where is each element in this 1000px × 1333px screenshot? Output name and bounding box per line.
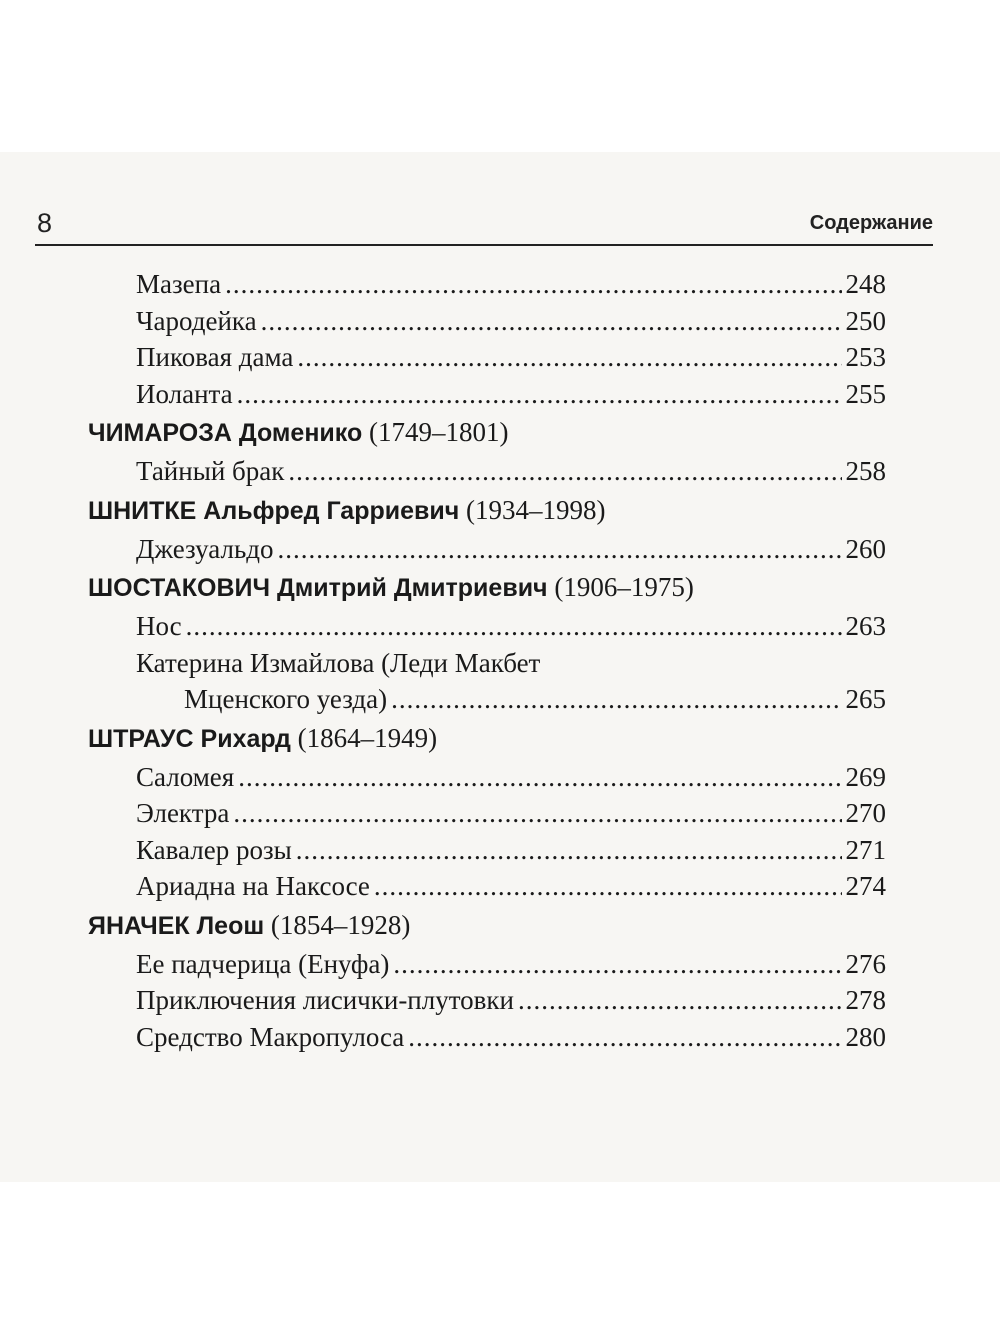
toc-entry-title: Чародейка <box>136 305 257 336</box>
toc-entry-page: 248 <box>845 269 886 299</box>
toc-entry-title: Иоланта <box>136 378 233 409</box>
toc-entry-title: Катерина Измайлова (Леди Макбет <box>136 647 541 678</box>
toc-entry-title: Тайный брак <box>136 456 285 486</box>
toc-entry-page: 253 <box>845 342 886 372</box>
toc-entry <box>88 1019 886 1056</box>
composer-heading <box>88 907 886 944</box>
dot-leader <box>186 608 842 645</box>
toc-entry-title: Средство Макропулоса <box>136 1021 405 1052</box>
toc-entry-page: 263 <box>845 611 886 641</box>
toc-entry-title-continued: Мценского уезда) <box>184 684 388 714</box>
running-title: Содержание <box>809 212 933 234</box>
toc-entry <box>88 681 886 718</box>
toc-entry-title: Ее падчерица (Енуфа) <box>136 948 390 979</box>
toc-entry <box>88 376 886 413</box>
composer-years: (1854–1928) <box>270 909 411 940</box>
table-of-contents <box>88 266 886 1055</box>
toc-entry-title: Приключения лисички-плутовки <box>136 985 514 1015</box>
toc-entry-page: 278 <box>845 985 886 1015</box>
dot-leader <box>296 832 842 869</box>
toc-entry-page: 274 <box>845 871 886 901</box>
toc-entry-title: Нос <box>136 611 182 641</box>
composer-heading <box>88 569 886 606</box>
toc-entry-page: 270 <box>845 798 886 828</box>
dot-leader <box>278 531 842 568</box>
composer-name: ЧИМАРОЗА Доменико <box>88 419 363 447</box>
toc-entry-page: 265 <box>845 684 886 714</box>
page-number: 8 <box>37 208 53 238</box>
dot-leader <box>288 453 841 490</box>
toc-entry-page: 269 <box>845 761 886 792</box>
toc-entry-title: Кавалер розы <box>136 834 292 865</box>
composer-name: ЯНАЧЕК Леош <box>88 911 265 940</box>
toc-entry <box>88 982 886 1019</box>
dot-leader <box>393 946 841 983</box>
dot-leader <box>238 759 841 796</box>
toc-entry-title: Ариадна на Наксосе <box>136 871 370 901</box>
dot-leader <box>408 1019 841 1056</box>
composer-name: ШОСТАКОВИЧ Дмитрий Дмитриевич <box>88 574 548 602</box>
dot-leader <box>374 868 842 905</box>
page-header <box>35 210 933 246</box>
toc-entry-page: 258 <box>845 456 886 486</box>
toc-entry-title: Джезуальдо <box>136 533 274 564</box>
dot-leader <box>237 376 842 413</box>
toc-entry-title: Саломея <box>136 761 235 792</box>
toc-entry-title: Пиковая дама <box>136 342 294 372</box>
toc-entry-title: Электра <box>136 798 230 828</box>
composer-heading <box>88 720 886 757</box>
composer-years: (1749–1801) <box>369 417 509 447</box>
toc-entry <box>88 531 886 568</box>
toc-entry-page: 276 <box>845 948 886 979</box>
toc-entry-line1 <box>88 645 886 682</box>
dot-leader <box>297 339 841 376</box>
composer-heading <box>88 492 886 529</box>
composer-name: ШНИТКЕ Альфред Гарриевич <box>88 496 460 525</box>
toc-entry <box>88 832 886 869</box>
toc-entry-page: 260 <box>845 533 886 564</box>
dot-leader <box>261 303 842 340</box>
composer-years: (1906–1975) <box>554 572 694 602</box>
toc-entry <box>88 795 886 832</box>
dot-leader <box>518 982 842 1019</box>
toc-entry-page: 271 <box>845 834 886 865</box>
composer-years: (1864–1949) <box>297 722 438 753</box>
dot-leader <box>391 681 841 718</box>
toc-entry <box>88 608 886 645</box>
toc-entry <box>88 453 886 490</box>
toc-entry <box>88 946 886 983</box>
toc-entry <box>88 759 886 796</box>
composer-years: (1934–1998) <box>466 494 606 525</box>
composer-name: ШТРАУС Рихард <box>88 724 291 753</box>
dot-leader <box>225 266 841 303</box>
toc-entry <box>88 266 886 303</box>
toc-entry <box>88 339 886 376</box>
composer-heading <box>88 414 886 451</box>
toc-entry-page: 280 <box>845 1021 886 1052</box>
toc-entry-page: 255 <box>845 378 886 409</box>
toc-entry <box>88 303 886 340</box>
toc-entry-title: Мазепа <box>136 269 222 299</box>
toc-entry-page: 250 <box>845 305 886 336</box>
toc-entry <box>88 868 886 905</box>
dot-leader <box>233 795 841 832</box>
